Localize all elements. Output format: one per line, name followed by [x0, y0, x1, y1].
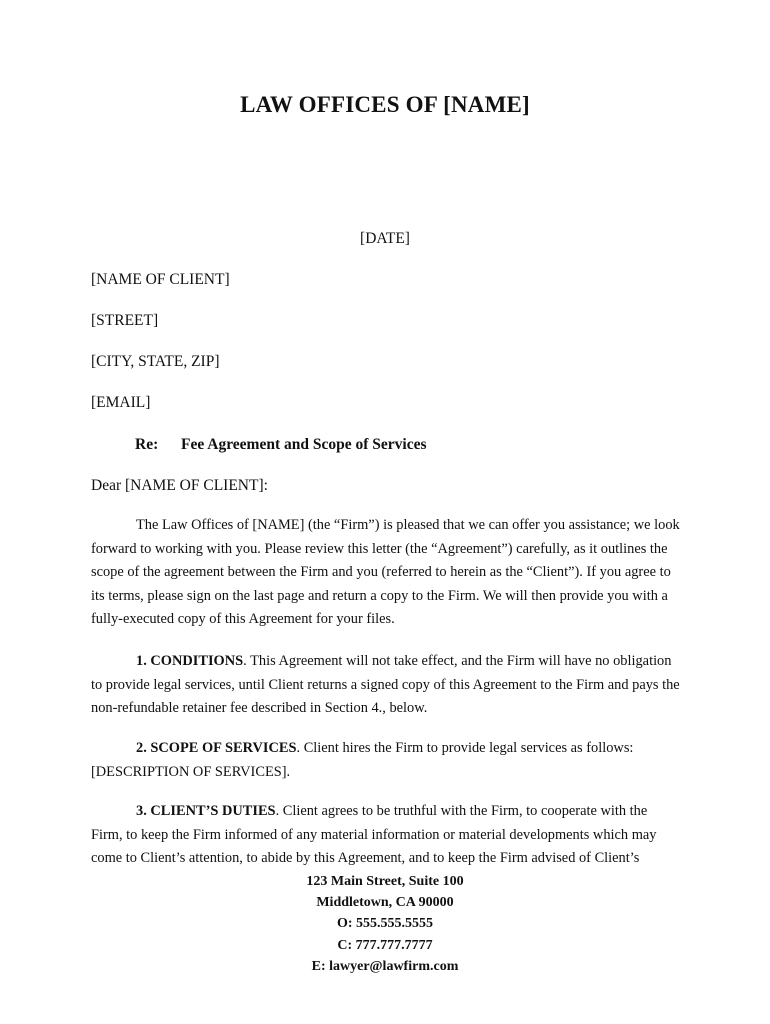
- paragraph-line: The Law Offices of [NAME] (the “Firm”) is pleased that we can offer you assistance; we look: [136, 517, 680, 533]
- paragraph-line: to provide legal services, until Client returns a signed copy of this Agreement to the Firm and pays the: [91, 676, 680, 693]
- section-first-line: [91, 650, 679, 674]
- subject-line: [135, 436, 427, 454]
- footer-email[interactable]: E: lawyer@lawfirm.com: [311, 958, 459, 974]
- paragraph-line: come to Client’s attention, to abide by this Agreement, and to keep the Firm advised of Client’s: [91, 850, 640, 867]
- paragraph-line: its terms, please sign on the last page and return a copy to the Firm. We will then provide you with a: [91, 587, 668, 604]
- section-first-line: [91, 737, 679, 761]
- section-heading: 3. CLIENT’S DUTIES: [136, 803, 276, 819]
- section-text: . This Agreement will not take effect, and the Firm will have no obligation: [243, 653, 672, 669]
- section-heading: 2. SCOPE OF SERVICES: [136, 740, 297, 756]
- section-text: . Client hires the Firm to provide legal services as follows:: [296, 740, 634, 756]
- section-text: . Client agrees to be truthful with the Firm, to cooperate with the: [275, 803, 648, 819]
- section-scope-of-services: [91, 737, 679, 784]
- footer-cell-phone: C: 777.777.7777: [337, 937, 433, 953]
- subject-text: Fee Agreement and Scope of Services: [181, 436, 427, 453]
- paragraph-line: Firm, to keep the Firm informed of any material information or material developments which may: [91, 826, 657, 843]
- letterhead-title: LAW OFFICES OF [NAME]: [240, 92, 530, 117]
- section-heading: 1. CONDITIONS: [136, 653, 244, 669]
- section-first-line: [91, 800, 679, 824]
- footer-street: 123 Main Street, Suite 100: [306, 874, 464, 889]
- section-conditions: [91, 650, 679, 721]
- letterhead-footer: [0, 871, 770, 977]
- paragraph-line: [DESCRIPTION OF SERVICES].: [91, 763, 291, 780]
- paragraph-line: scope of the agreement between the Firm and you (referred to herein as the “Client”). If you agree to: [91, 564, 671, 581]
- paragraph-line: fully-executed copy of this Agreement for your files.: [91, 611, 395, 628]
- recipient-email: [EMAIL]: [91, 394, 151, 411]
- recipient-name: [NAME OF CLIENT]: [91, 271, 230, 288]
- paragraph-line: non-refundable retainer fee described in Section 4., below.: [91, 700, 428, 717]
- section-clients-duties: [91, 800, 679, 871]
- salutation: Dear [NAME OF CLIENT]:: [91, 477, 268, 494]
- recipient-city-state-zip: [CITY, STATE, ZIP]: [91, 353, 220, 370]
- letter-date: [DATE]: [360, 230, 410, 247]
- recipient-street: [STREET]: [91, 312, 159, 329]
- paragraph-line: forward to working with you. Please review this letter (the “Agreement”) carefully, as it outlines the: [91, 540, 668, 557]
- footer-office-phone: O: 555.555.5555: [336, 916, 434, 932]
- footer-city: Middletown, CA 90000: [316, 895, 454, 911]
- subject-label: Re:: [135, 436, 159, 453]
- intro-paragraph: [91, 514, 679, 632]
